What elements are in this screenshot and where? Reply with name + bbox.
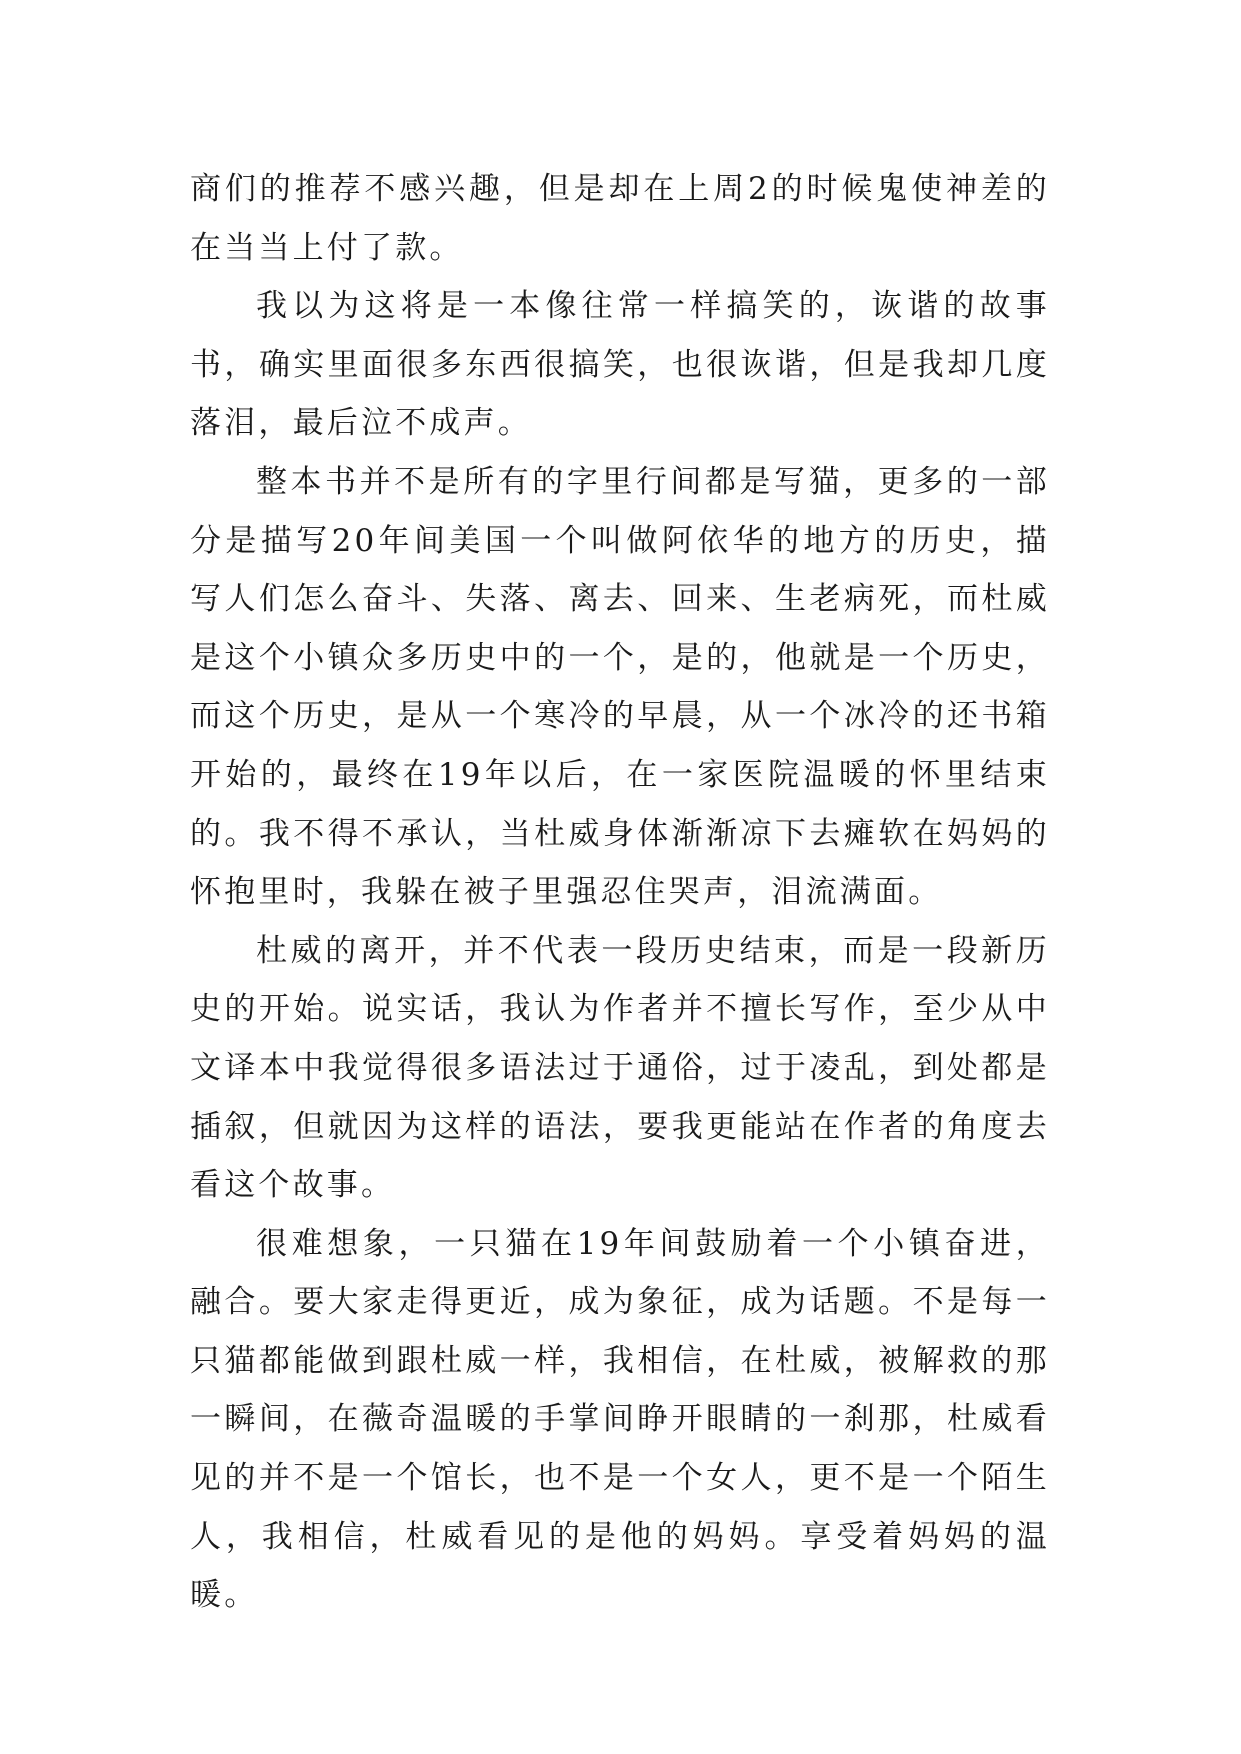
paragraph: 杜威的离开，并不代表一段历史结束，而是一段新历史的开始。说实话，我认为作者并不擅长写作，至少从中文译本中我觉得很多语法过于通俗，过于凌乱，到处都是插叙，但就因为这样的语法，要我更能站在作者的角度去看这个故事。 xyxy=(190,932,1050,1204)
paragraph-continuation: 商们的推荐不感兴趣，但是却在上周2的时候鬼使神差的在当当上付了款。 xyxy=(190,171,1050,266)
paragraph: 我以为这将是一本像往常一样搞笑的，诙谐的故事书，确实里面很多东西很搞笑，也很诙谐，但是我却几度落泪，最后泣不成声。 xyxy=(190,288,1050,442)
paragraph: 很难想象，一只猫在19年间鼓励着一个小镇奋进，融合。要大家走得更近，成为象征，成为话题。不是每一只猫都能做到跟杜威一样，我相信，在杜威，被解救的那一瞬间，在薇奇温暖的手掌间睁开眼睛的一刹那，杜威看见的并不是一个馆长，也不是一个女人，更不是一个陌生人，我相信，杜威看见的是他的妈妈。享受着妈妈的温暖。 xyxy=(190,1225,1050,1614)
paragraph: 整本书并不是所有的字里行间都是写猫，更多的一部分是描写20年间美国一个叫做阿依华的地方的历史，描写人们怎么奋斗、失落、离去、回来、生老病死，而杜威是这个小镇众多历史中的一个，是的，他就是一个历史，而这个历史，是从一个寒冷的早晨，从一个冰冷的还书箱开始的，最终在19年以后，在一家医院温暖的怀里结束的。我不得不承认，当杜威身体渐渐凉下去瘫软在妈妈的怀抱里时，我躲在被子里强忍住哭声，泪流满面。 xyxy=(190,463,1050,911)
body-text xyxy=(190,160,1050,1625)
